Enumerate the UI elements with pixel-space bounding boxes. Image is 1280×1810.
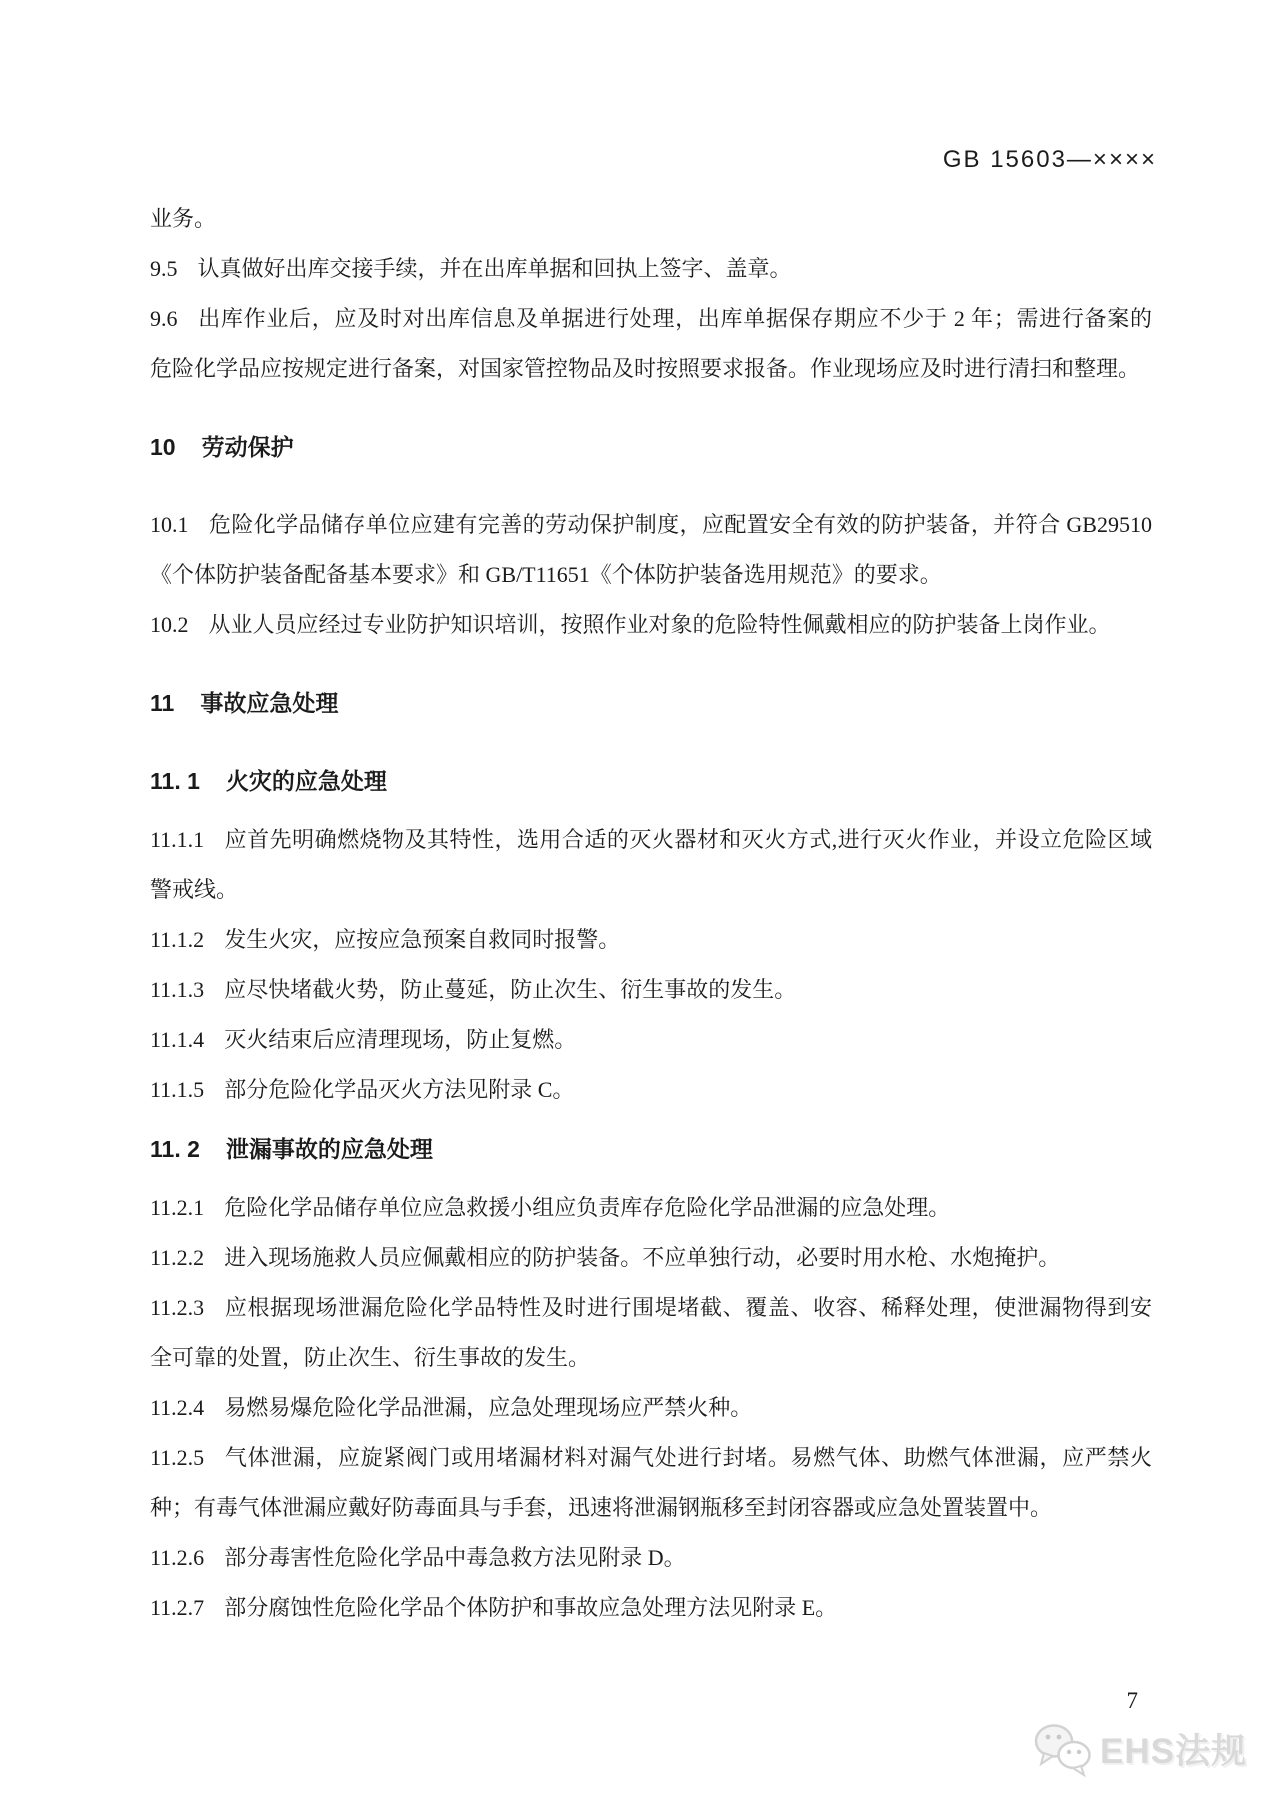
text-line (150, 1183, 1152, 1233)
clause-11.2.3 (150, 1283, 1152, 1383)
text-line (150, 1383, 1152, 1433)
text-line (150, 1065, 1152, 1115)
clause-number: 10.1 (150, 512, 189, 537)
heading-11 (150, 678, 1152, 728)
clause-11.1.4 (150, 1015, 1152, 1065)
page-number: 7 (1126, 1688, 1138, 1713)
text-line (150, 965, 1152, 1015)
text-line: 种；有毒气体泄漏应戴好防毒面具与手套，迅速将泄漏钢瓶移至封闭容器或应急处置装置中。 (150, 1495, 1053, 1520)
clause-11.2.2 (150, 1233, 1152, 1283)
clause-text: 进入现场施救人员应佩戴相应的防护装备。不应单独行动，必要时用水枪、水炮掩护。 (224, 1245, 1061, 1270)
clause-number: 11.2.3 (150, 1295, 205, 1320)
clause-11.2.7 (150, 1583, 1152, 1633)
clause-text: 火灾的应急处理 (225, 768, 387, 794)
text-line (150, 1233, 1152, 1283)
clause-text: 应首先明确燃烧物及其特性，选用合适的灭火器材和灭火方式,进行灭火作业，并设立危险区域 (224, 827, 1152, 852)
text-line: 全可靠的处置，防止次生、衍生事故的发生。 (150, 1345, 591, 1370)
clause-11.1.3 (150, 965, 1152, 1015)
clause-9.5 (150, 244, 1152, 294)
clause-number: 9.5 (150, 256, 178, 281)
text-line: 危险化学品应按规定进行备案，对国家管控物品及时按照要求报备。作业现场应及时进行清扫和整理。 (150, 356, 1141, 381)
text-line (150, 756, 1152, 806)
clause-number: 9.6 (150, 306, 178, 331)
clause-text: 泄漏事故的应急处理 (225, 1136, 433, 1162)
watermark-text: EHS法规 (1100, 1732, 1247, 1771)
clause-text: 发生火灾，应按应急预案自救同时报警。 (224, 927, 621, 952)
clause-number: 11.2.4 (150, 1395, 205, 1420)
heading-11.1 (150, 756, 1152, 806)
clause-9.6 (150, 294, 1152, 394)
clause-text: 部分毒害性危险化学品中毒急救方法见附录 D。 (224, 1545, 686, 1570)
text-line (150, 1583, 1152, 1633)
clause-number: 10 (150, 434, 176, 460)
clause-text: 气体泄漏，应旋紧阀门或用堵漏材料对漏气处进行封堵。易燃气体、助燃气体泄漏，应严禁火 (224, 1445, 1152, 1470)
text-line (150, 1283, 1152, 1333)
clause-number: 11.2.1 (150, 1195, 205, 1220)
text-line (150, 500, 1152, 550)
clause-number: 11.1.5 (150, 1077, 205, 1102)
heading-10 (150, 422, 1152, 472)
clause-11.2.5 (150, 1433, 1152, 1533)
text-line (150, 1433, 1152, 1483)
clause-10.1 (150, 500, 1152, 600)
text-line (150, 294, 1152, 344)
text-line (150, 244, 1152, 294)
text-line (150, 915, 1152, 965)
clause-11.2.4 (150, 1383, 1152, 1433)
heading-11.2 (150, 1124, 1152, 1174)
text-line (150, 1015, 1152, 1065)
paragraph-continuation (150, 194, 1152, 244)
text-line (150, 600, 1152, 650)
clause-number: 11 (150, 690, 175, 716)
clause-text: 认真做好出库交接手续，并在出库单据和回执上签字、盖章。 (197, 256, 792, 281)
clause-text: 部分腐蚀性危险化学品个体防护和事故应急处理方法见附录 E。 (224, 1595, 838, 1620)
watermark (1032, 1720, 1247, 1778)
clause-number: 11.1.2 (150, 927, 205, 952)
clause-text: 从业人员应经过专业防护知识培训，按照作业对象的危险特性佩戴相应的防护装备上岗作业。 (208, 612, 1111, 637)
clause-number: 11.1.3 (150, 977, 205, 1002)
standard-number: GB 15603—×××× (942, 146, 1157, 173)
text-line: 业务。 (150, 206, 217, 231)
text-line (150, 1533, 1152, 1583)
clause-11.1.5 (150, 1065, 1152, 1115)
clause-number: 11.1.1 (150, 827, 205, 852)
clause-10.2 (150, 600, 1152, 650)
clause-text: 部分危险化学品灭火方法见附录 C。 (224, 1077, 575, 1102)
clause-text: 危险化学品储存单位应建有完善的劳动保护制度，应配置安全有效的防护装备，并符合 GB29510 (208, 512, 1152, 537)
clause-text: 劳动保护 (201, 434, 294, 460)
clause-text: 应尽快堵截火势，防止蔓延，防止次生、衍生事故的发生。 (224, 977, 797, 1002)
clause-number: 11.1.4 (150, 1027, 205, 1052)
clause-number: 11.2.6 (150, 1545, 205, 1570)
text-line (150, 815, 1152, 865)
clause-text: 危险化学品储存单位应急救援小组应负责库存危险化学品泄漏的应急处理。 (224, 1195, 951, 1220)
clause-number: 11.2.5 (150, 1445, 205, 1470)
clause-11.1.2 (150, 915, 1152, 965)
text-line: 《个体防护装备配备基本要求》和 GB/T11651《个体防护装备选用规范》的要求。 (150, 562, 942, 587)
document-body (150, 0, 1152, 1633)
text-line (150, 422, 1152, 472)
text-line: 警戒线。 (150, 877, 239, 902)
clause-number: 11. 1 (150, 768, 200, 794)
clause-11.1.1 (150, 815, 1152, 915)
clause-text: 出库作业后，应及时对出库信息及单据进行处理，出库单据保存期应不少于 2 年；需进行备案的 (197, 306, 1152, 331)
clause-text: 易燃易爆危险化学品泄漏，应急处理现场应严禁火种。 (224, 1395, 753, 1420)
clause-number: 11. 2 (150, 1136, 200, 1162)
clause-number: 10.2 (150, 612, 189, 637)
clause-text: 事故应急处理 (200, 690, 339, 716)
clause-number: 11.2.7 (150, 1595, 205, 1620)
wechat-icon (1032, 1720, 1096, 1778)
clause-11.2.6 (150, 1533, 1152, 1583)
clause-text: 应根据现场泄漏危险化学品特性及时进行围堤堵截、覆盖、收容、稀释处理，使泄漏物得到安 (224, 1295, 1152, 1320)
clause-text: 灭火结束后应清理现场，防止复燃。 (224, 1027, 577, 1052)
clause-11.2.1 (150, 1183, 1152, 1233)
clause-number: 11.2.2 (150, 1245, 205, 1270)
text-line (150, 1124, 1152, 1174)
text-line (150, 678, 1152, 728)
